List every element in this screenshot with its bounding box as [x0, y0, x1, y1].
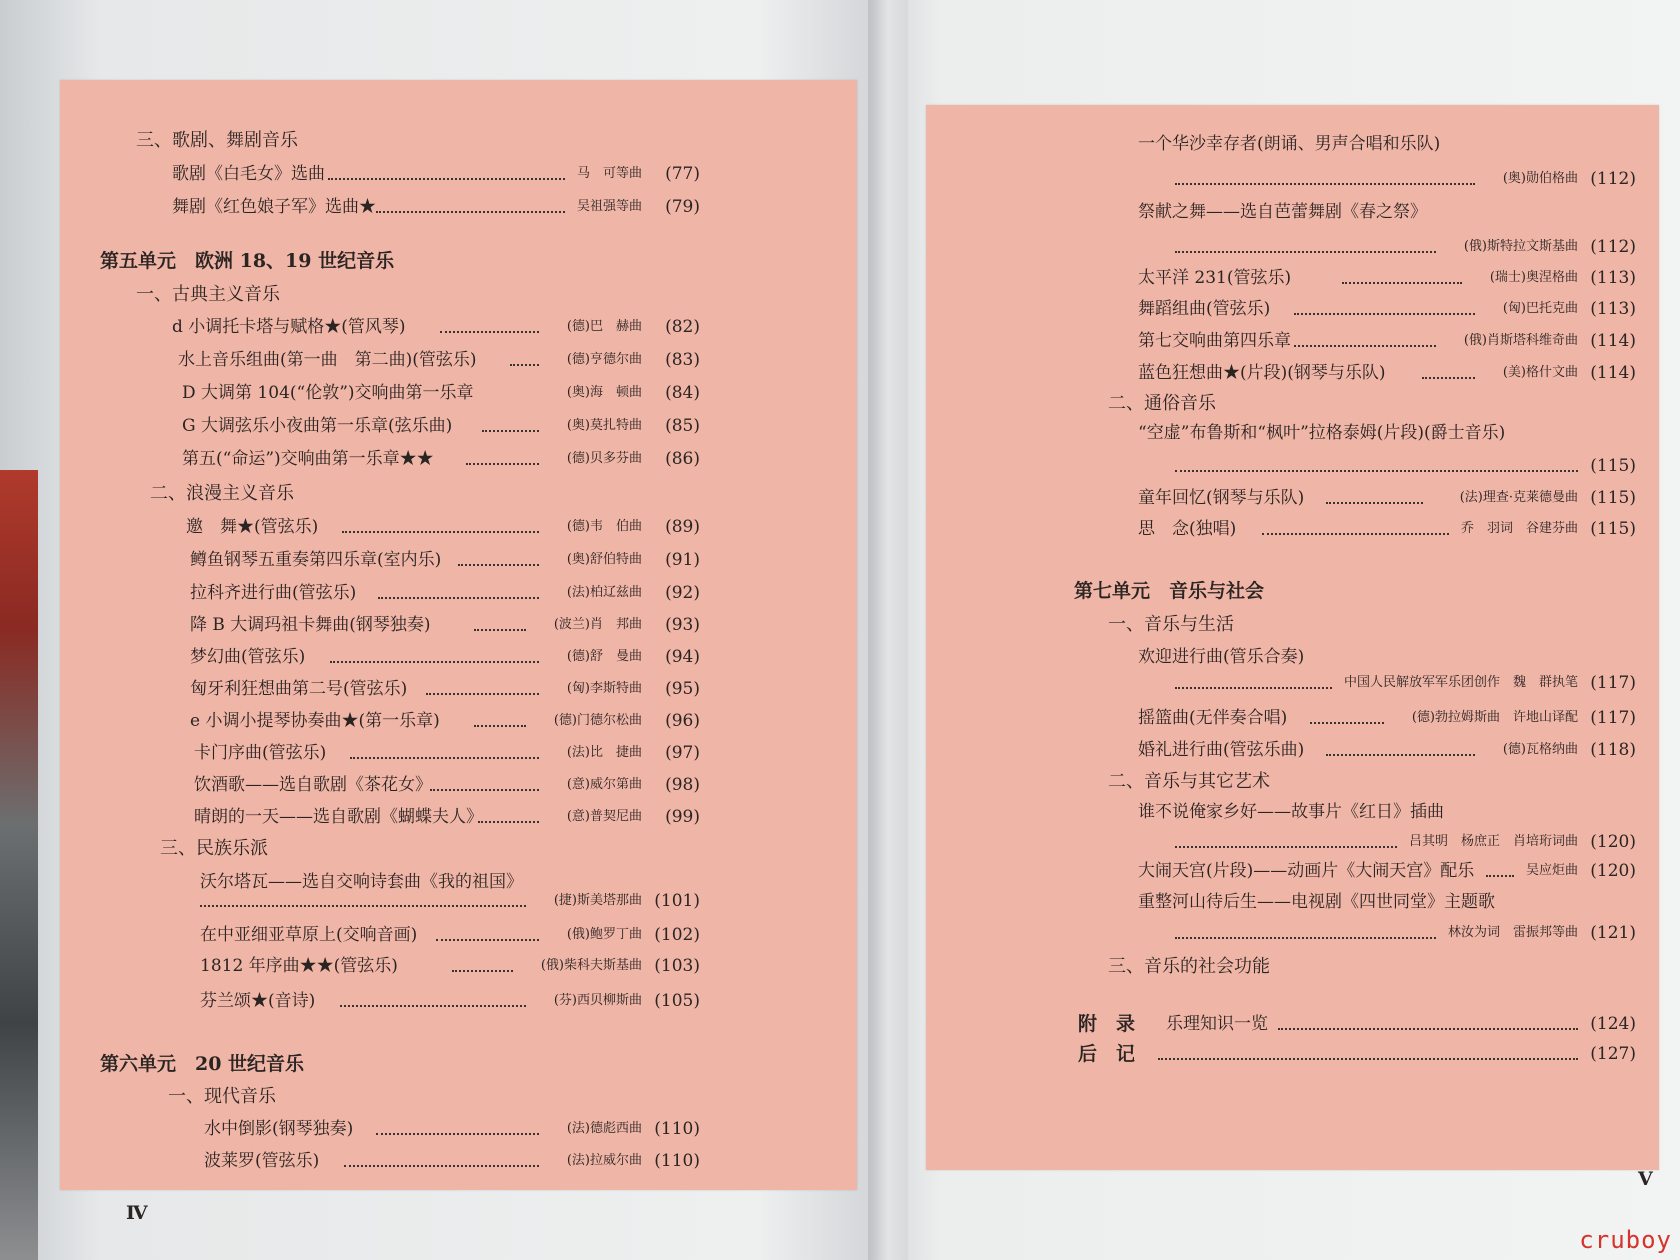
- page-ref: (105): [654, 991, 700, 1011]
- composer-credit: (波兰)肖 邦曲: [553, 617, 642, 632]
- page-ref: (118): [1590, 740, 1636, 760]
- section-heading: 二、浪漫主义音乐: [150, 483, 294, 504]
- dot-leader: [474, 725, 526, 727]
- composer-credit: (法)比 捷曲: [566, 745, 642, 760]
- entry-title: 第五(“命运”)交响曲第一乐章★★: [182, 449, 434, 469]
- dot-leader: [330, 661, 539, 663]
- dot-leader: [200, 905, 526, 907]
- dot-leader: [1342, 282, 1462, 284]
- composer-credit: 中国人民解放军军乐团创作 魏 群执笔: [1343, 675, 1578, 690]
- page-ref: (77): [665, 164, 700, 184]
- composer-credit: (奥)莫扎特曲: [566, 418, 642, 433]
- entry-title: 梦幻曲(管弦乐): [190, 647, 306, 667]
- entry-title: e 小调小提琴协奏曲★(第一乐章): [190, 711, 440, 731]
- dot-leader: [430, 789, 539, 791]
- entry-title: 芬兰颂★(音诗): [200, 991, 316, 1011]
- entry-title: 1812 年序曲★★(管弦乐): [200, 956, 398, 976]
- entry-title: 在中亚细亚草原上(交响音画): [200, 925, 418, 945]
- page-ref: (115): [1590, 519, 1636, 539]
- page-ref: (96): [665, 711, 700, 731]
- composer-credit: (意)威尔第曲: [566, 777, 642, 792]
- dot-leader: [1158, 1058, 1578, 1060]
- composer-credit: (意)普契尼曲: [566, 809, 642, 824]
- entry-title: 舞剧《红色娘子军》选曲★: [172, 197, 376, 217]
- composer-credit: (奥)舒伯特曲: [566, 552, 642, 567]
- composer-credit: (德)亨德尔曲: [566, 352, 642, 367]
- dot-leader: [440, 331, 539, 333]
- appendix-title: 乐理知识一览: [1166, 1014, 1268, 1034]
- section-heading: 三、音乐的社会功能: [1108, 956, 1270, 977]
- composer-credit: (法)拉威尔曲: [566, 1153, 642, 1168]
- entry-title: 欢迎进行曲(管乐合奏): [1138, 647, 1305, 667]
- section-heading: 一、音乐与生活: [1108, 614, 1234, 635]
- composer-credit: (捷)斯美塔那曲: [553, 893, 642, 908]
- entry-title: 太平洋 231(管弦乐): [1138, 268, 1292, 288]
- dot-leader: [376, 211, 565, 213]
- entry-title: 谁不说俺家乡好——故事片《红日》插曲: [1138, 802, 1444, 822]
- dot-leader: [1326, 754, 1475, 756]
- dot-leader: [436, 939, 539, 941]
- composer-credit: (美)格什文曲: [1502, 365, 1578, 380]
- page-ref: (97): [665, 743, 700, 763]
- page-ref: (103): [654, 956, 700, 976]
- dot-leader: [378, 597, 539, 599]
- section-heading: 二、音乐与其它艺术: [1108, 771, 1270, 792]
- dot-leader: [1310, 722, 1384, 724]
- page-ref: (117): [1590, 673, 1636, 693]
- page-ref: (94): [665, 647, 700, 667]
- entry-title: 邀 舞★(管弦乐): [186, 517, 319, 537]
- composer-credit: (匈)巴托克曲: [1502, 301, 1578, 316]
- page-ref: (102): [654, 925, 700, 945]
- unit-heading: 第七单元 音乐与社会: [1074, 580, 1265, 602]
- page-number-right: Ⅴ: [1638, 1168, 1653, 1190]
- page-ref: (98): [665, 775, 700, 795]
- composer-credit: (德)贝多芬曲: [566, 451, 642, 466]
- composer-credit: (俄)鲍罗丁曲: [566, 927, 642, 942]
- entry-title: 匈牙利狂想曲第二号(管弦乐): [190, 679, 408, 699]
- page-ref: (127): [1590, 1044, 1636, 1064]
- page-ref: (83): [665, 350, 700, 370]
- composer-credit: (瑞士)奥涅格曲: [1489, 270, 1578, 285]
- entry-title: 歌剧《白毛女》选曲: [172, 164, 325, 184]
- page-ref: (110): [654, 1119, 700, 1139]
- page-ref: (120): [1590, 861, 1636, 881]
- composer-credit: (奥)海 顿曲: [566, 385, 642, 400]
- dot-leader: [474, 629, 526, 631]
- entry-title: 拉科齐进行曲(管弦乐): [190, 583, 357, 603]
- composer-credit: (德)勃拉姆斯曲 许地山译配: [1411, 710, 1578, 725]
- composer-credit: 乔 羽词 谷建芬曲: [1460, 521, 1578, 536]
- page-ref: (99): [665, 807, 700, 827]
- dot-leader: [452, 970, 513, 972]
- unit-heading: 第五单元 欧洲 18、19 世纪音乐: [100, 250, 395, 272]
- dot-leader: [478, 821, 539, 823]
- entry-title: 水中倒影(钢琴独奏): [204, 1119, 354, 1139]
- dot-leader: [466, 463, 539, 465]
- section-heading: 三、歌剧、舞剧音乐: [136, 130, 298, 151]
- dot-leader: [510, 364, 539, 366]
- composer-credit: 吴应炬曲: [1525, 863, 1578, 878]
- page-number-left: Ⅳ: [126, 1202, 148, 1224]
- dot-leader: [426, 693, 539, 695]
- composer-credit: (德)韦 伯曲: [566, 519, 642, 534]
- page-ref: (86): [665, 449, 700, 469]
- entry-title: 舞蹈组曲(管弦乐): [1138, 299, 1271, 319]
- page-ref: (113): [1590, 268, 1636, 288]
- dot-leader: [1175, 937, 1436, 939]
- entry-title: 沃尔塔瓦——选自交响诗套曲《我的祖国》: [200, 872, 523, 892]
- composer-credit: 林汝为词 雷振邦等曲: [1447, 925, 1578, 940]
- dot-leader: [1175, 251, 1436, 253]
- page-ref: (110): [654, 1151, 700, 1171]
- page-ref: (112): [1590, 237, 1636, 257]
- dot-leader: [1422, 377, 1475, 379]
- entry-title: 祭献之舞——选自芭蕾舞剧《春之祭》: [1138, 202, 1427, 222]
- watermark-text: cruboy: [1579, 1226, 1672, 1254]
- page-ref: (121): [1590, 923, 1636, 943]
- entry-title: 重整河山待后生——电视剧《四世同堂》主题歌: [1138, 892, 1495, 912]
- section-heading: 一、现代音乐: [168, 1086, 276, 1107]
- entry-title: 思 念(独唱): [1138, 519, 1237, 539]
- entry-title: 鳟鱼钢琴五重奏第四乐章(室内乐): [190, 550, 442, 570]
- entry-title: 晴朗的一天——选自歌剧《蝴蝶夫人》: [194, 807, 483, 827]
- unit-heading: 第六单元 20 世纪音乐: [100, 1053, 305, 1075]
- entry-title: D 大调第 104(“伦敦”)交响曲第一乐章: [182, 383, 474, 403]
- entry-title: 蓝色狂想曲★(片段)(钢琴与乐队): [1138, 363, 1386, 383]
- entry-title: 水上音乐组曲(第一曲 第二曲)(管弦乐): [178, 350, 477, 370]
- page-ref: (85): [665, 416, 700, 436]
- entry-title: 降 B 大调玛祖卡舞曲(钢琴独奏): [190, 615, 431, 635]
- dot-leader: [1175, 687, 1332, 689]
- page-ref: (124): [1590, 1014, 1636, 1034]
- entry-title: 童年回忆(钢琴与乐队): [1138, 488, 1305, 508]
- entry-title: 卡门序曲(管弦乐): [194, 743, 327, 763]
- dot-leader: [340, 1005, 526, 1007]
- composer-credit: (俄)肖斯塔科维奇曲: [1463, 333, 1578, 348]
- page-ref: (120): [1590, 832, 1636, 852]
- composer-credit: (匈)李斯特曲: [566, 681, 642, 696]
- dot-leader: [376, 1133, 539, 1135]
- composer-credit: (法)理查·克莱德曼曲: [1459, 490, 1578, 505]
- dot-leader: [1326, 502, 1423, 504]
- page-ref: (91): [665, 550, 700, 570]
- toc-panel-left: [60, 80, 857, 1190]
- composer-credit: (奥)勋伯格曲: [1502, 171, 1578, 186]
- dot-leader: [342, 531, 539, 533]
- entry-title: 婚礼进行曲(管弦乐曲): [1138, 740, 1305, 760]
- entry-title: 摇篮曲(无伴奏合唱): [1138, 708, 1288, 728]
- page-ref: (115): [1590, 488, 1636, 508]
- page-ref: (82): [665, 317, 700, 337]
- entry-title: 大闹天宫(片段)——动画片《大闹天宫》配乐: [1138, 861, 1475, 881]
- composer-credit: (德)舒 曼曲: [566, 649, 642, 664]
- entry-title: “空虚”布鲁斯和“枫叶”拉格泰姆(片段)(爵士音乐): [1138, 423, 1506, 443]
- dot-leader: [1262, 533, 1449, 535]
- section-heading: 三、民族乐派: [160, 838, 268, 859]
- dot-leader: [328, 178, 565, 180]
- page-ref: (84): [665, 383, 700, 403]
- section-heading: 二、通俗音乐: [1108, 393, 1216, 414]
- book-gutter: [868, 0, 908, 1260]
- composer-credit: (法)德彪西曲: [566, 1121, 642, 1136]
- page-ref: (79): [665, 197, 700, 217]
- page-ref: (89): [665, 517, 700, 537]
- dot-leader: [1294, 345, 1436, 347]
- dot-leader: [350, 757, 539, 759]
- dot-leader: [1175, 183, 1475, 185]
- composer-credit: (德)门德尔松曲: [553, 713, 642, 728]
- page-ref: (112): [1590, 169, 1636, 189]
- appendix-label: 附 录: [1078, 1013, 1136, 1035]
- entry-title: 饮酒歌——选自歌剧《茶花女》: [194, 775, 432, 795]
- entry-title: d 小调托卡塔与赋格★(管风琴): [172, 317, 406, 337]
- dot-leader: [344, 1165, 539, 1167]
- dot-leader: [458, 564, 539, 566]
- toc-panel-right: [926, 105, 1659, 1170]
- page-ref: (114): [1590, 331, 1636, 351]
- composer-credit: (俄)柴科夫斯基曲: [540, 958, 642, 973]
- entry-title: 波莱罗(管弦乐): [204, 1151, 320, 1171]
- dot-leader: [1294, 313, 1475, 315]
- page-ref: (114): [1590, 363, 1636, 383]
- page-ref: (101): [654, 891, 700, 911]
- page-ref: (117): [1590, 708, 1636, 728]
- appendix-label: 后 记: [1078, 1043, 1136, 1065]
- section-heading: 一、古典主义音乐: [136, 284, 280, 305]
- page-ref: (95): [665, 679, 700, 699]
- dot-leader: [482, 430, 539, 432]
- composer-credit: (法)柏辽兹曲: [566, 585, 642, 600]
- composer-credit: (德)巴 赫曲: [566, 319, 642, 334]
- page-ref: (115): [1590, 456, 1636, 476]
- page-ref: (93): [665, 615, 700, 635]
- dot-leader: [1175, 470, 1578, 472]
- entry-title: 第七交响曲第四乐章: [1138, 331, 1291, 351]
- composer-credit: 吴祖强等曲: [576, 199, 642, 214]
- dot-leader: [1486, 875, 1514, 877]
- composer-credit: (芬)西贝柳斯曲: [553, 993, 642, 1008]
- dot-leader: [1278, 1028, 1578, 1030]
- page-ref: (113): [1590, 299, 1636, 319]
- composer-credit: (俄)斯特拉文斯基曲: [1463, 239, 1578, 254]
- composer-credit: 吕其明 杨庶正 肖培珩词曲: [1408, 834, 1578, 849]
- dot-leader: [1175, 846, 1397, 848]
- composer-credit: 马 可等曲: [576, 166, 642, 181]
- adjacent-page-edge: [0, 470, 38, 1260]
- entry-title: G 大调弦乐小夜曲第一乐章(弦乐曲): [182, 416, 453, 436]
- composer-credit: (德)瓦格纳曲: [1502, 742, 1578, 757]
- entry-title: 一个华沙幸存者(朗诵、男声合唱和乐队): [1138, 134, 1441, 154]
- page-ref: (92): [665, 583, 700, 603]
